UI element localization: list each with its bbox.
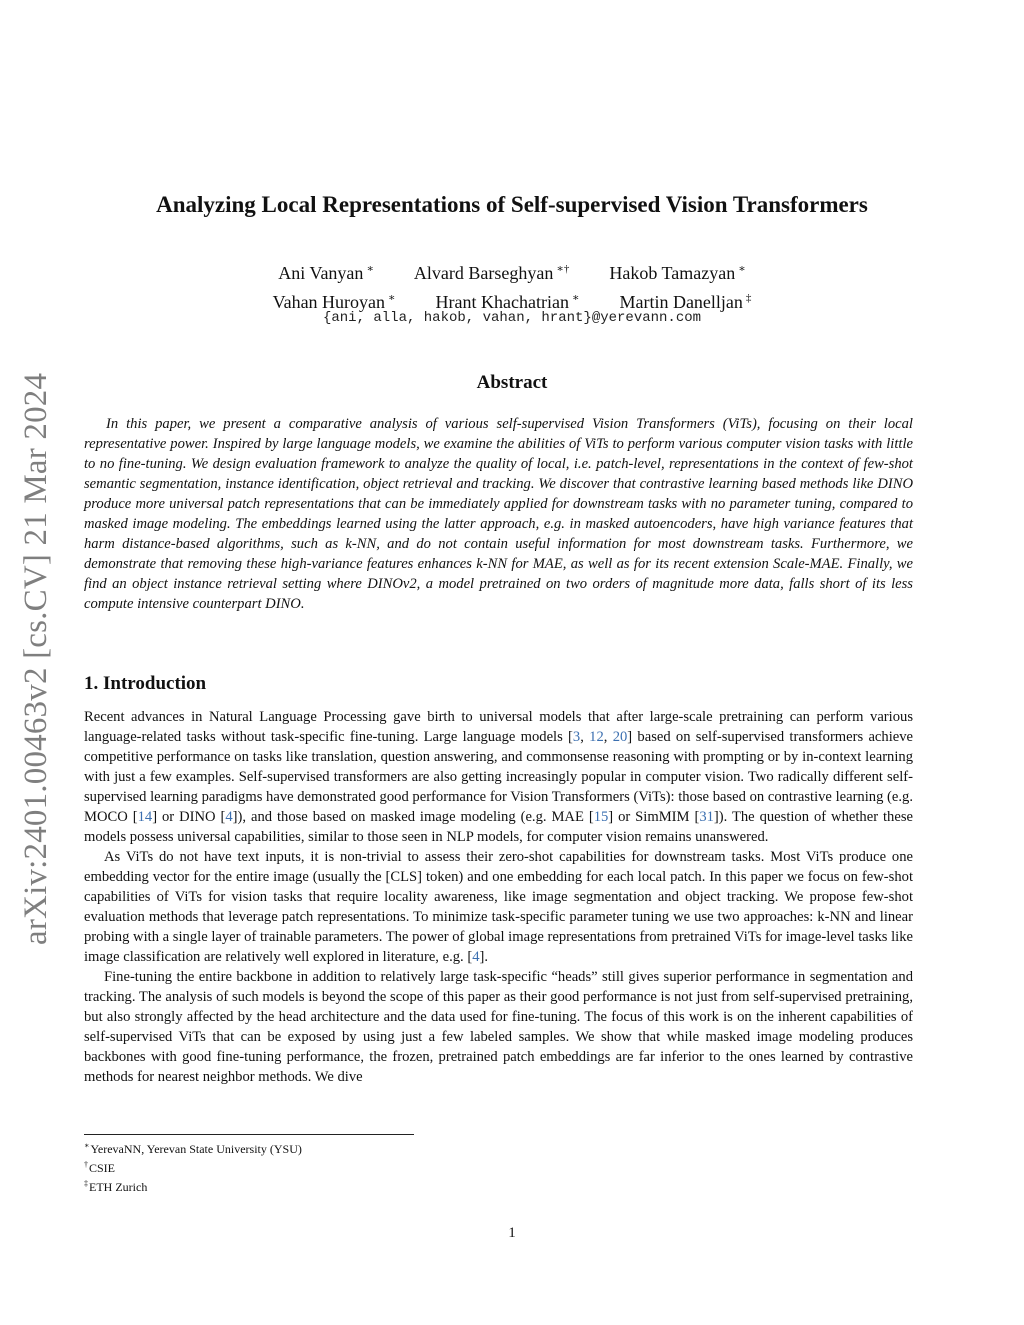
- author: Vahan Huroyan ∗: [272, 292, 396, 312]
- author: Alvard Barseghyan ∗†: [413, 263, 570, 283]
- arxiv-identifier-stamp: arXiv:2401.00463v2 [cs.CV] 21 Mar 2024: [18, 372, 54, 945]
- citation-link[interactable]: 15: [593, 809, 609, 825]
- citation-link[interactable]: 4: [225, 809, 233, 825]
- footnotes: [84, 1138, 302, 1195]
- citation-link[interactable]: 14: [137, 809, 153, 825]
- author: Martin Danelljan ‡: [619, 292, 752, 312]
- introduction-body: [84, 707, 913, 1087]
- footnote-divider: [84, 1134, 414, 1135]
- citation-link[interactable]: 12: [589, 729, 604, 745]
- abstract-heading: Abstract: [476, 372, 548, 393]
- page-number: 1: [508, 1225, 516, 1241]
- author-email: {ani, alla, hakob, vahan, hrant}@yerevann.com: [322, 310, 702, 326]
- citation-link[interactable]: 4: [472, 949, 480, 965]
- section-heading-introduction: 1. Introduction: [84, 673, 207, 694]
- author-row-1: [0, 257, 1024, 286]
- paper-title: Analyzing Local Representations of Self-supervised Vision Transformers: [156, 192, 868, 217]
- footnote: ∗YerevaNN, Yerevan State University (YSU): [84, 1141, 302, 1156]
- citation-link[interactable]: 31: [699, 809, 714, 825]
- abstract-text: In this paper, we present a comparative analysis of various self-supervised Vision Transformers (ViTs), focusing on their local representative power. Inspired by large language models, we examine the abilities of ViTs to perform various computer vision tasks with little to no fine-tuning. We design evaluation framework to analyze the quality of local, i.e. patch-level, representations in the context of few-shot semantic segmentation, instance identification, object retrieval and tracking. We discover that contrastive learning based methods like DINO produce more universal patch representations that can be immediately applied for downstream tasks with no parameter tuning, compared to masked image modeling. The embeddings learned using the latter approach, e.g. in masked autoencoders, have high variance features that harm distance-based algorithms, such as k-NN, and do not contain useful information for most downstream tasks. Furthermore, we demonstrate that removing these high-variance features enhances k-NN for MAE, as well as for its recent extension Scale-MAE. Finally, we find an object instance retrieval setting where DINOv2, a model pretrained on two orders of magnitude more data, falls short of its less compute intensive counterpart DINO.: [84, 416, 913, 612]
- author: Hakob Tamazyan ∗: [609, 263, 746, 283]
- introduction-paragraph-3: Fine-tuning the entire backbone in addition to relatively large task-specific “heads” still gives superior performance in segmentation and tracking. The analysis of such models is beyond the scope of this paper as their good performance is not just from self-supervised pretraining, but also strongly affected by the head architecture and the data used for fine-tuning. The focus of this work is on the inherent capabilities of self-supervised ViTs that can be exposed by using just a few labeled samples. We show that while masked image modeling produces backbones with good fine-tuning performance, the frozen, pretrained patch embeddings are far inferior to the ones learned by contrastive methods for nearest neighbor methods. We dive: [84, 969, 913, 1085]
- author: Hrant Khachatrian ∗: [435, 292, 580, 312]
- author-block: [0, 257, 1024, 315]
- footnote: ‡ETH Zurich: [84, 1179, 148, 1194]
- citation-link[interactable]: 20: [612, 729, 628, 745]
- citation-link[interactable]: 3: [572, 729, 581, 745]
- introduction-paragraph-2: As ViTs do not have text inputs, it is non-trivial to assess their zero-shot capabilities for downstream tasks. Most ViTs produce one embedding vector for the entire image (usually the [CLS] token) and one embedding for each local patch. In this paper we focus on few-shot capabilities of ViTs for vision tasks that require locality awareness, like image segmentation and object tracking. We propose few-shot evaluation methods that leverage patch representations. To minimize task-specific parameter tuning we use two approaches: k-NN and linear probing with a single layer of trainable parameters. The power of global image representations from pretrained ViTs for image-level tasks like image classification are relatively well explored in literature, e.g. [4].: [84, 849, 913, 965]
- author: Ani Vanyan ∗: [278, 263, 374, 283]
- introduction-paragraph-1: Recent advances in Natural Language Processing gave birth to universal models that after large-scale pretraining can perform various language-related tasks without task-specific fine-tuning. Large language models [3, 12, 20] based on self-supervised transformers achieve competitive performance on tasks like translation, question answering, and commonsense reasoning with prompting or by in-context learning with just a few examples. Self-supervised transformers are also getting increasingly popular in computer vision. Two radically different self-supervised learning paradigms have demonstrated good performance for Vision Transformers (ViTs): those based on contrastive learning (e.g. MOCO [14] or DINO [4]), and those based on masked image modeling (e.g. MAE [15] or SimMIM [31]). The question of whether these models possess universal capabilities, similar to those seen in NLP models, for computer vision remains unanswered.: [84, 709, 914, 845]
- footnote: †CSIE: [84, 1160, 116, 1175]
